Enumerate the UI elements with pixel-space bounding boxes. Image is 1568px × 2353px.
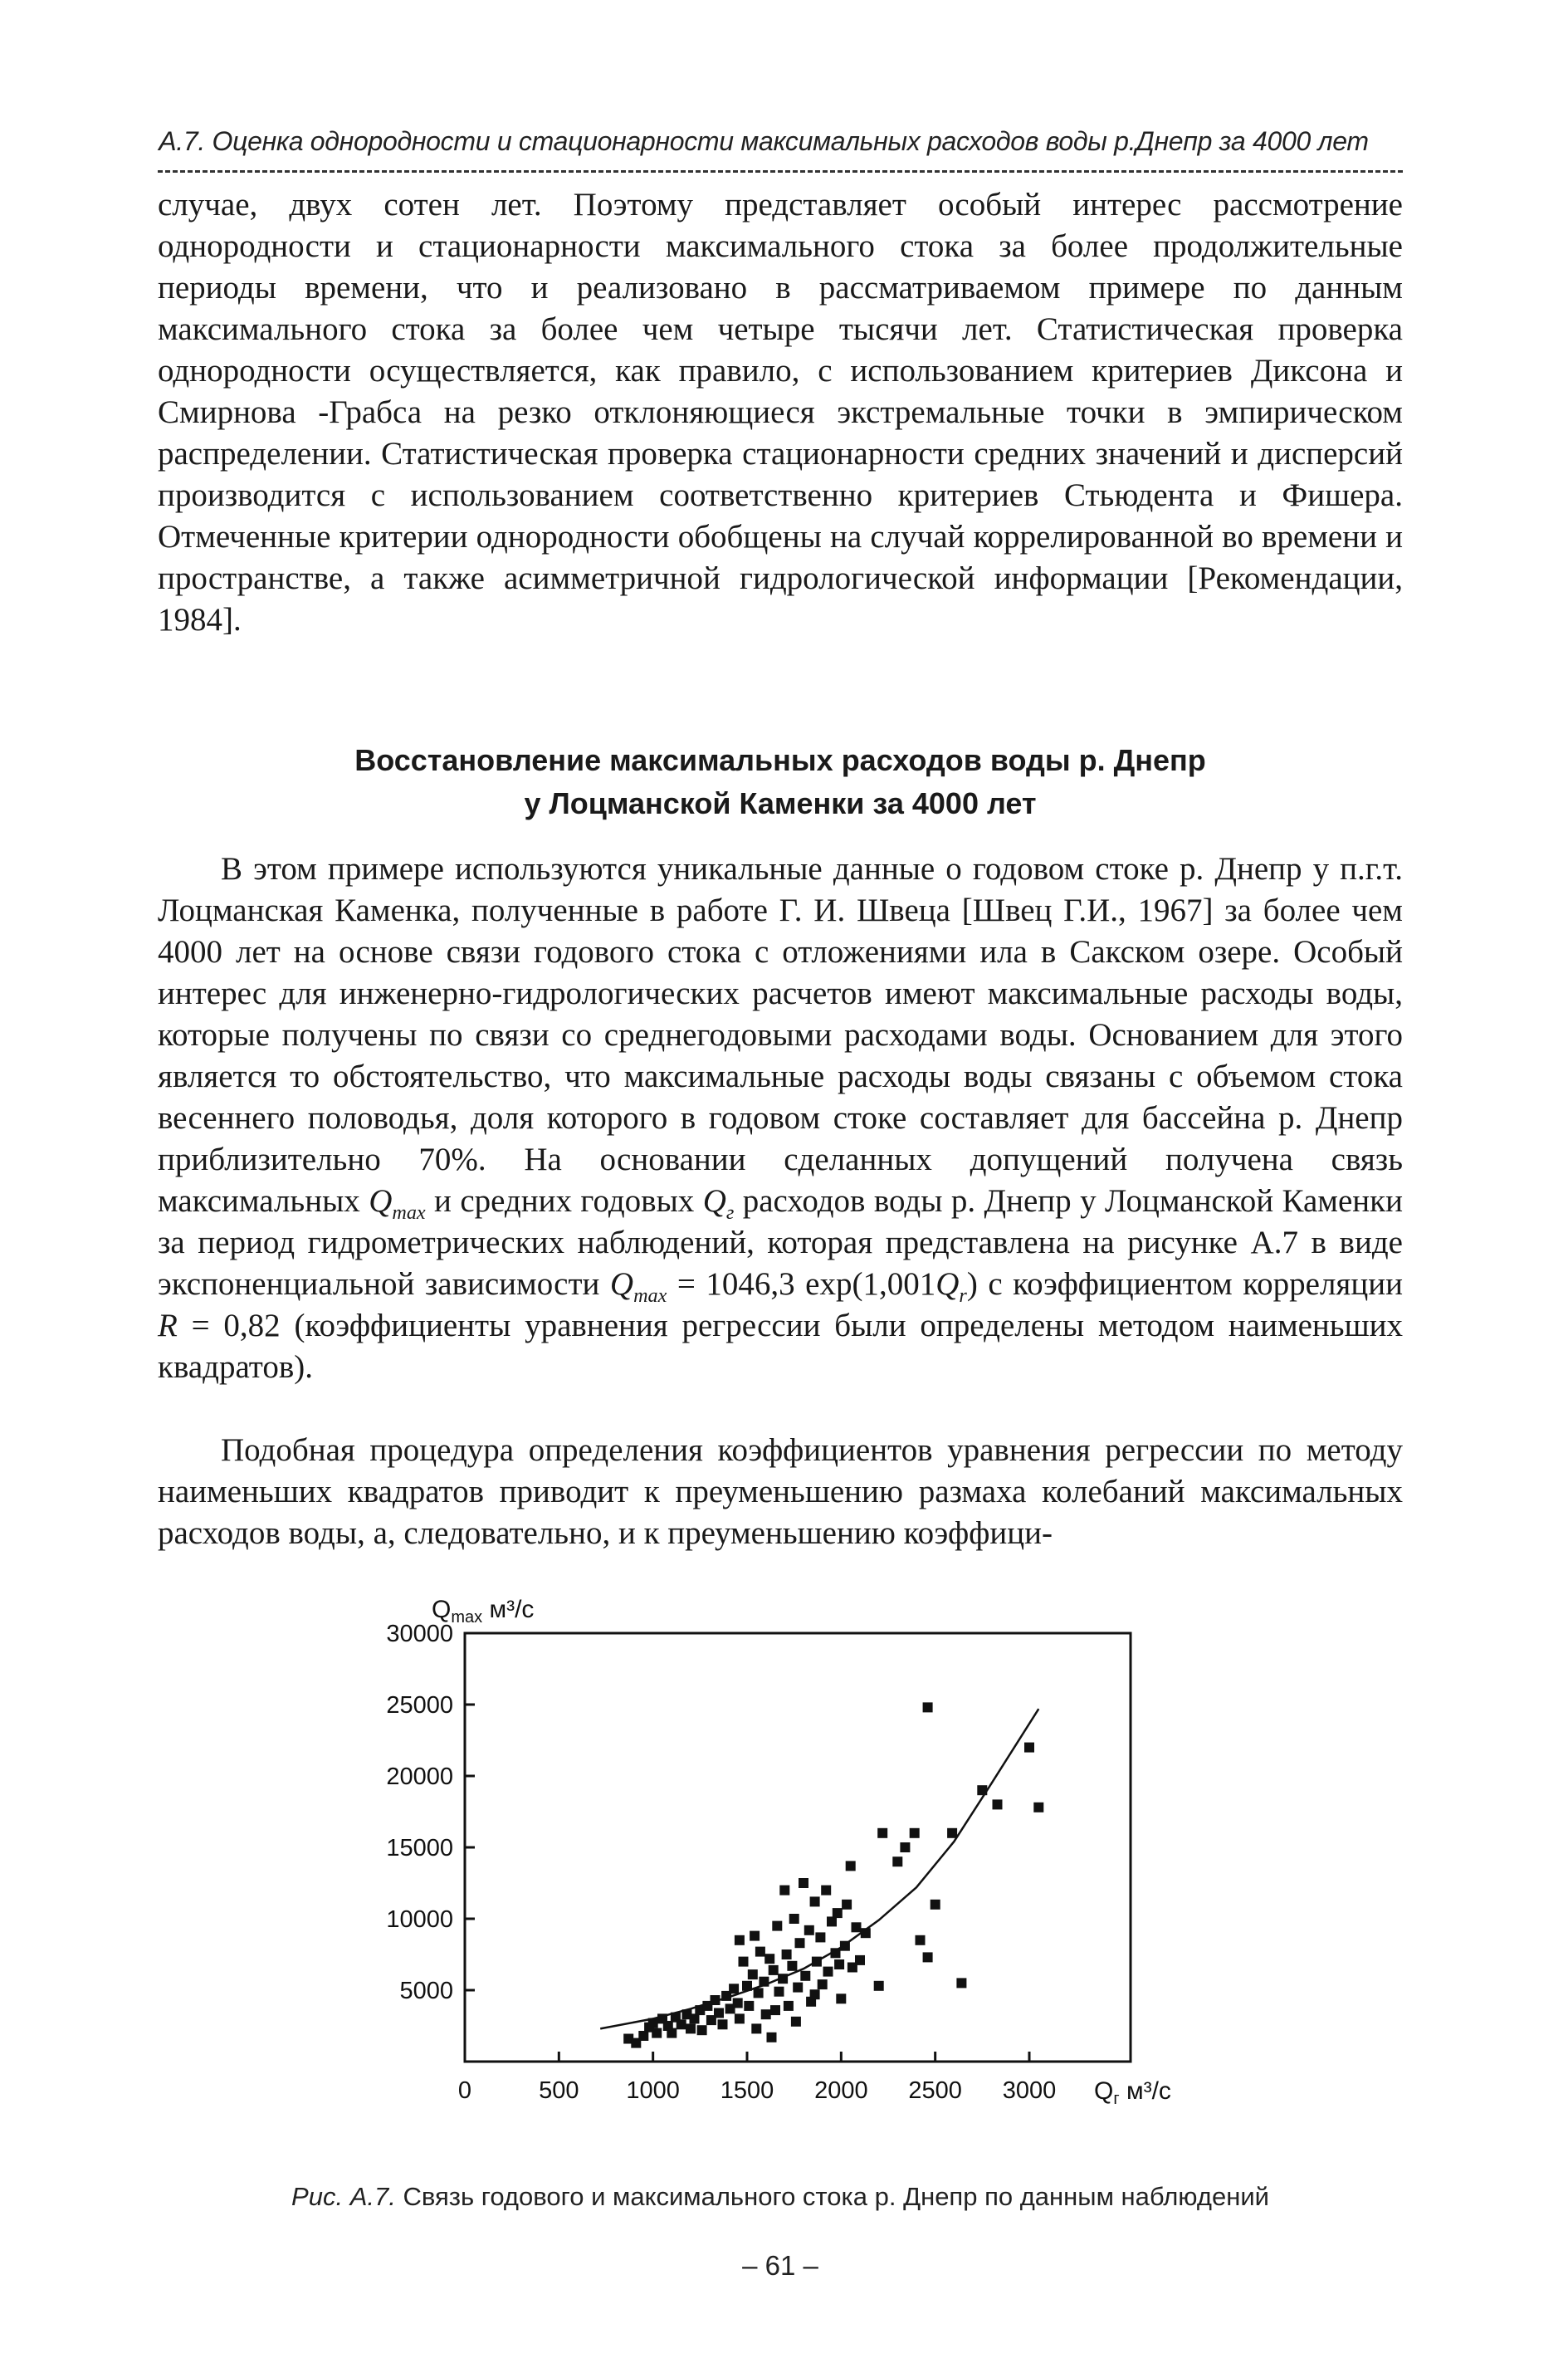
data-point — [855, 1955, 865, 1965]
figure-caption — [158, 2182, 1403, 2212]
x-tick-label: 1000 — [626, 2077, 680, 2104]
data-point — [831, 1948, 841, 1958]
section-title-line-2: у Лоцманской Каменки за 4000 лет — [524, 786, 1037, 820]
data-point — [735, 2013, 745, 2023]
paragraph-2-text-5: = 0,82 (коэффициенты уравнения регрессии были определены методом наименьших квадратов). — [158, 1308, 1403, 1385]
data-point — [779, 1886, 789, 1896]
data-point — [774, 1987, 784, 1997]
data-point — [742, 1981, 752, 1991]
figure-a7 — [0, 1578, 1568, 2150]
data-point — [754, 1988, 764, 1998]
data-point — [690, 2013, 700, 2023]
data-point — [877, 1828, 887, 1838]
y-tick-label: 5000 — [399, 1978, 453, 2004]
data-point — [767, 2033, 777, 2042]
data-point — [686, 2023, 696, 2033]
data-point — [667, 2028, 677, 2038]
data-point — [755, 1947, 765, 1957]
data-point — [789, 1914, 799, 1924]
data-point — [729, 1984, 739, 1993]
r-symbol: R — [158, 1308, 178, 1343]
x-tick-label: 0 — [457, 2077, 472, 2104]
paragraph-2-text-2: и средних годовых — [425, 1183, 703, 1219]
header-divider — [158, 170, 1403, 173]
data-point — [782, 1949, 792, 1959]
data-point — [977, 1785, 987, 1795]
section-title — [158, 739, 1403, 825]
data-point — [733, 1998, 743, 2008]
paragraph-3 — [158, 1430, 1403, 1554]
data-point — [718, 2019, 728, 2029]
data-point — [947, 1828, 957, 1838]
y-tick-label: 15000 — [386, 1835, 453, 1861]
data-point — [916, 1935, 926, 1945]
data-point — [750, 1931, 760, 1941]
qg-symbol: $Q_г$ — [702, 1183, 735, 1224]
data-point — [923, 1702, 933, 1712]
paragraph-1: случае, двух сотен лет. Поэтому представляет особый интерес рассмотрение однородности и стационарности максимального стока за более продолжительные периоды времени, что и реализовано в рассматриваемом примере по данным максимального стока за более чем четыре тысячи лет. Статистическая проверка однородности осуществляется, как правило, с использованием критериев Диксона и Смирнова -Грабса на резко отклоняющиеся экстремальные точки в эмпирическом распределении. Статистическая проверка стационарности средних значений и дисперсий производится с использованием соответственно критериев Стьюдента и Фишера. Отмеченные критерии однородности обобщены на случай коррелированной во времени и пространстве, а также асимметричной гидрологической информации [Рекомендации, 1984]. — [158, 187, 1403, 638]
data-point — [892, 1856, 902, 1866]
data-point — [677, 2019, 686, 2029]
paragraph-2-text-4: с коэффициентом корреляции — [977, 1266, 1403, 1302]
section-title-line-1: Восстановление максимальных расходов воды р. Днепр — [354, 743, 1206, 777]
data-point — [931, 1900, 940, 1910]
data-point — [770, 2005, 780, 2015]
data-point — [823, 1967, 833, 1977]
data-point — [956, 1978, 966, 1988]
data-point — [638, 2031, 648, 2041]
data-point — [697, 2025, 707, 2035]
data-point — [793, 1983, 803, 1993]
data-point — [795, 1938, 805, 1948]
plot-frame — [465, 1633, 1131, 2062]
y-tick-label: 20000 — [386, 1764, 453, 1790]
data-point — [861, 1928, 871, 1938]
x-tick-label: 500 — [539, 2077, 579, 2104]
data-point — [748, 1969, 758, 1979]
data-point — [852, 1922, 862, 1932]
data-point — [791, 2017, 801, 2027]
data-point — [815, 1932, 825, 1942]
data-point — [778, 1974, 788, 1984]
caption-label: Рис. А.7. — [291, 2182, 396, 2211]
caption-text: Связь годового и максимального стока р. Днепр по данным наблюдений — [395, 2182, 1269, 2211]
data-point — [735, 1935, 745, 1945]
data-point — [652, 2028, 662, 2038]
data-point — [923, 1952, 933, 1962]
data-point — [744, 2001, 754, 2011]
data-point — [1033, 1803, 1043, 1812]
page-number: – 61 – — [742, 2250, 818, 2281]
paragraph-2-text-1: В этом примере используются уникальные данные о годовом стоке р. Днепр у п.г.т. Лоцманская Каменка, полученные в работе Г. И. Швеца [Швец Г.И., 1967] за более чем 4000 лет на основе связи годового стока с отложениями ила в Сакском озере. Особый интерес для инженерно-гидрологических расчетов имеют максимальные расходы воды, которые получены по связи со среднегодовыми расходами воды. Основанием для этого является то обстоятельство, что максимальные расходы воды связаны с объемом стока весеннего половодья, доля которого в годовом стоке составляет для бассейна р. Днепр приблизительно 70%. На основании сделанных допущений получена связь максимальных — [158, 851, 1403, 1219]
data-point — [840, 1941, 850, 1951]
data-point — [714, 2008, 724, 2018]
paragraph-2 — [158, 849, 1403, 1388]
data-point — [810, 1989, 820, 1999]
data-point — [787, 1961, 797, 1971]
data-point — [810, 1896, 820, 1906]
scatter-chart — [0, 1578, 1568, 2150]
paragraph-3-text: Подобная процедура определения коэффициентов уравнения регрессии по методу наименьших квадратов приводит к преуменьшению размаха колебаний максимальных расходов воды, а, следовательно, и к преуменьшению коэффици- — [158, 1432, 1403, 1551]
y-axis-label: $Q_{max}$ м³/с — [432, 1596, 535, 1627]
data-point — [800, 1971, 810, 1981]
data-point — [764, 1954, 774, 1964]
data-point — [821, 1886, 831, 1896]
data-point — [818, 1979, 828, 1989]
data-point — [784, 2001, 794, 2011]
data-point — [799, 1878, 808, 1888]
x-tick-label: 2000 — [814, 2077, 868, 2104]
data-point — [648, 2018, 658, 2028]
data-point — [910, 1828, 920, 1838]
x-tick-label: 3000 — [1002, 2077, 1057, 2104]
running-head: А.7. Оценка однородности и стационарности максимальных расходов воды р.Днепр за 4000 лет — [159, 126, 1369, 156]
y-tick-label: 30000 — [386, 1621, 453, 1647]
data-point — [833, 1908, 843, 1918]
data-point — [812, 1957, 822, 1967]
data-point — [846, 1861, 856, 1871]
data-point — [759, 1977, 769, 1987]
y-tick-label: 10000 — [386, 1906, 453, 1933]
data-point — [900, 1842, 910, 1852]
data-point — [834, 1959, 844, 1969]
x-tick-label: 1500 — [720, 2077, 774, 2104]
data-point — [874, 1981, 884, 1991]
data-point — [804, 1925, 814, 1935]
data-point — [836, 1993, 846, 2003]
data-point — [769, 1965, 779, 1975]
data-point — [711, 1995, 720, 2005]
data-point — [772, 1921, 782, 1931]
data-point — [739, 1957, 749, 1967]
x-tick-label: 2500 — [908, 2077, 962, 2104]
data-point — [761, 2009, 771, 2019]
paragraph-2-text-3: расходов воды р. Днепр у Лоцманской Каменки за период гидрометрических наблюдений, которая представлена на рисунке А.7 в виде экспоненциальной зависимости — [158, 1183, 1403, 1302]
y-tick-label: 25000 — [386, 1692, 453, 1719]
regression-formula: $Q_{max} = 1046,3$ $\exp(1,001Q_r)$ — [609, 1266, 978, 1307]
data-point — [842, 1900, 852, 1910]
data-point — [827, 1916, 837, 1926]
data-point — [751, 2023, 761, 2033]
qmax-symbol: $Q_{max}$ — [369, 1183, 426, 1224]
data-point — [993, 1799, 1003, 1809]
x-axis-label: $Q_г$ м³/с — [1094, 2077, 1171, 2108]
data-point — [1024, 1743, 1034, 1753]
